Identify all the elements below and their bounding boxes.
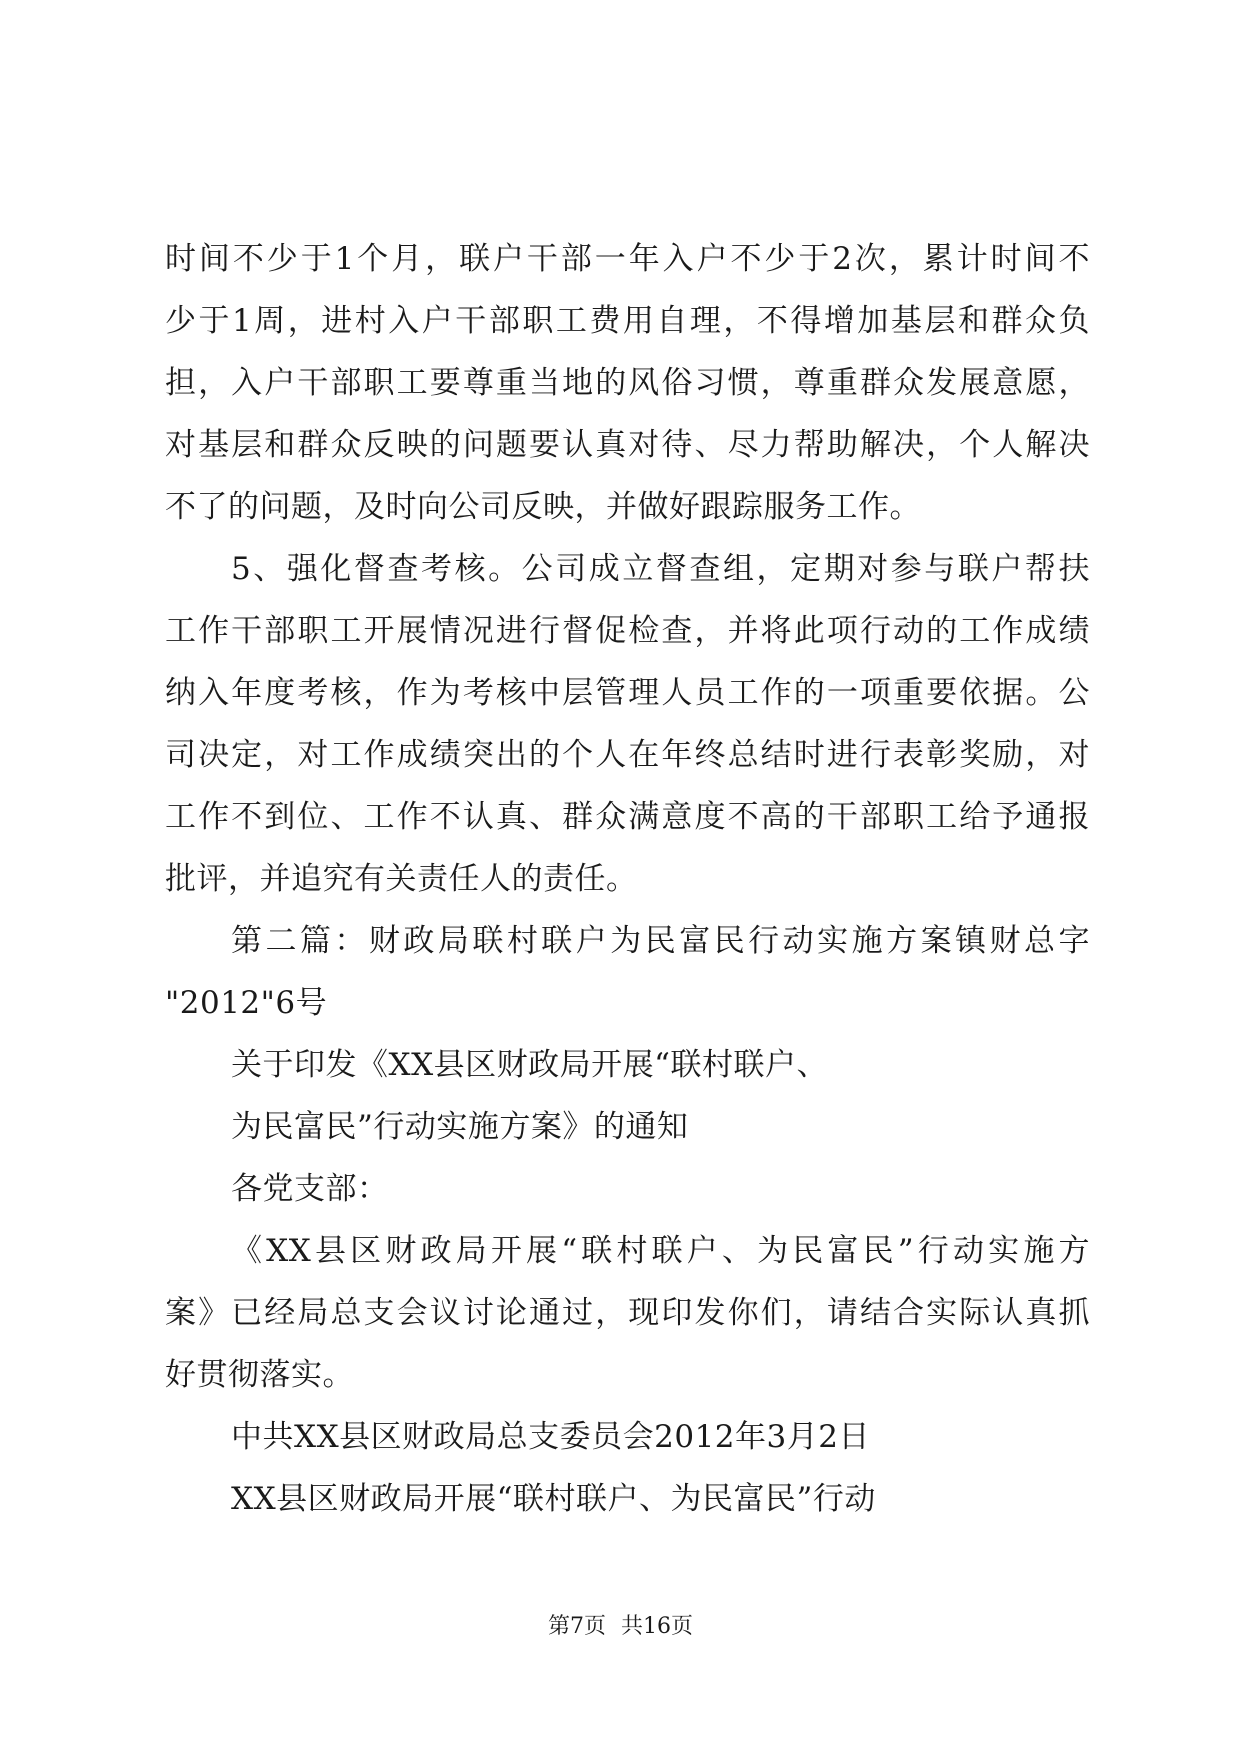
page-number: 第7页 [548,1614,606,1639]
notice-title-line: 为民富民”行动实施方案》的通知 [231,1109,689,1145]
signature-date-line: 中共XX县区财政局总支委员会2012年3月2日 [231,1419,870,1455]
text-line: 好贯彻落实。 [165,1357,354,1393]
text-line: 不了的问题，及时向公司反映，并做好跟踪服务工作。 [165,489,921,525]
text-line: 工作不到位、工作不认真、群众满意度不高的干部职工给予通报 [165,799,1090,835]
text-line: 少于1周，进村入户干部职工费用自理，不得增加基层和群众负 [165,303,1090,339]
text-line: 批评，并追究有关责任人的责任。 [165,861,638,897]
text-line: 纳入年度考核，作为考核中层管理人员工作的一项重要依据。公 [165,675,1090,711]
text-line: 《XX县区财政局开展“联村联户、为民富民”行动实施方 [231,1233,1090,1269]
section-heading-line: "2012"6号 [165,985,328,1021]
salutation: 各党支部： [231,1171,389,1207]
page-total: 共16页 [621,1614,693,1639]
text-line: 工作干部职工开展情况进行督促检查，并将此项行动的工作成绩 [165,613,1090,649]
text-line: 对基层和群众反映的问题要认真对待、尽力帮助解决，个人解决 [165,427,1090,463]
notice-title-line: 关于印发《XX县区财政局开展“联村联户、 [231,1047,828,1083]
text-line: 时间不少于1个月，联户干部一年入户不少于2次，累计时间不 [165,241,1090,277]
text-line: 司决定，对工作成绩突出的个人在年终总结时进行表彰奖励，对 [165,737,1090,773]
text-line: 5、强化督查考核。公司成立督查组，定期对参与联户帮扶 [231,551,1090,587]
document-body [165,228,1090,1530]
page-footer [0,1612,1241,1642]
text-line: 担，入户干部职工要尊重当地的风俗习惯，尊重群众发展意愿， [165,365,1090,401]
text-line: 案》已经局总支会议讨论通过，现印发你们，请结合实际认真抓 [165,1295,1090,1331]
plan-title-line: XX县区财政局开展“联村联户、为民富民”行动 [231,1481,876,1517]
section-heading-line: 第二篇：财政局联村联户为民富民行动实施方案镇财总字 [231,923,1090,959]
